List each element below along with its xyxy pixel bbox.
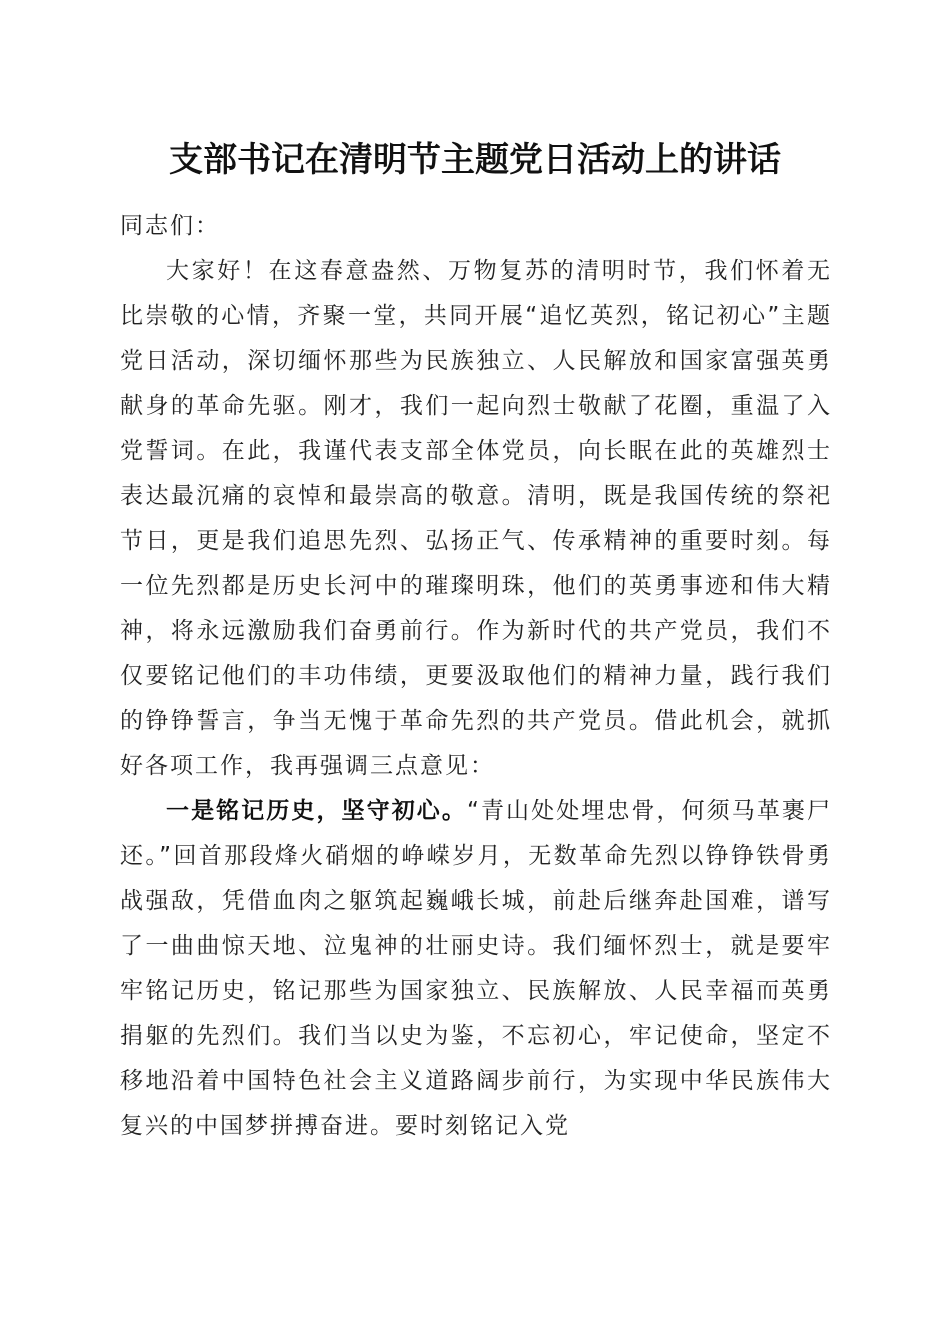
document-body — [120, 204, 832, 1149]
point-one-heading: 一是铭记历史，坚守初心。 — [166, 798, 467, 824]
paragraph-point-one — [120, 789, 832, 1149]
document-title: 支部书记在清明节主题党日活动上的讲话 — [169, 140, 781, 180]
point-one-text: “青山处处埋忠骨，何须马革裹尸还。”回首那段烽火硝烟的峥嵘岁月，无数革命先烈以铮铮铁骨勇战强敌，凭借血肉之躯筑起巍峨长城，前赴后继奔赴国难，谱写了一曲曲惊天地、泣鬼神的壮丽史诗。我们缅怀烈士，就是要牢牢铭记历史，铭记那些为国家独立、民族解放、人民幸福而英勇捐躯的先烈们。我们当以史为鉴，不忘初心，牢记使命，坚定不移地沿着中国特色社会主义道路阔步前行，为实现中华民族伟大复兴的中国梦拼搏奋进。要时刻铭记入党 — [120, 798, 833, 1139]
salutation: 同志们： — [120, 213, 220, 239]
paragraph-opening: 大家好！在这春意盎然、万物复苏的清明时节，我们怀着无比崇敬的心情，齐聚一堂，共同开展“追忆英烈，铭记初心”主题党日活动，深切缅怀那些为民族独立、人民解放和国家富强英勇献身的革命先驱。刚才，我们一起向烈士敬献了花圈，重温了入党誓词。在此，我谨代表支部全体党员，向长眠在此的英雄烈士表达最沉痛的哀悼和最崇高的敬意。清明，既是我国传统的祭祀节日，更是我们追思先烈、弘扬正气、传承精神的重要时刻。每一位先烈都是历史长河中的璀璨明珠，他们的英勇事迹和伟大精神，将永远激励我们奋勇前行。作为新时代的共产党员，我们不仅要铭记他们的丰功伟绩，更要汲取他们的精神力量，践行我们的铮铮誓言，争当无愧于革命先烈的共产党员。借此机会，就抓好各项工作，我再强调三点意见： — [120, 258, 832, 779]
